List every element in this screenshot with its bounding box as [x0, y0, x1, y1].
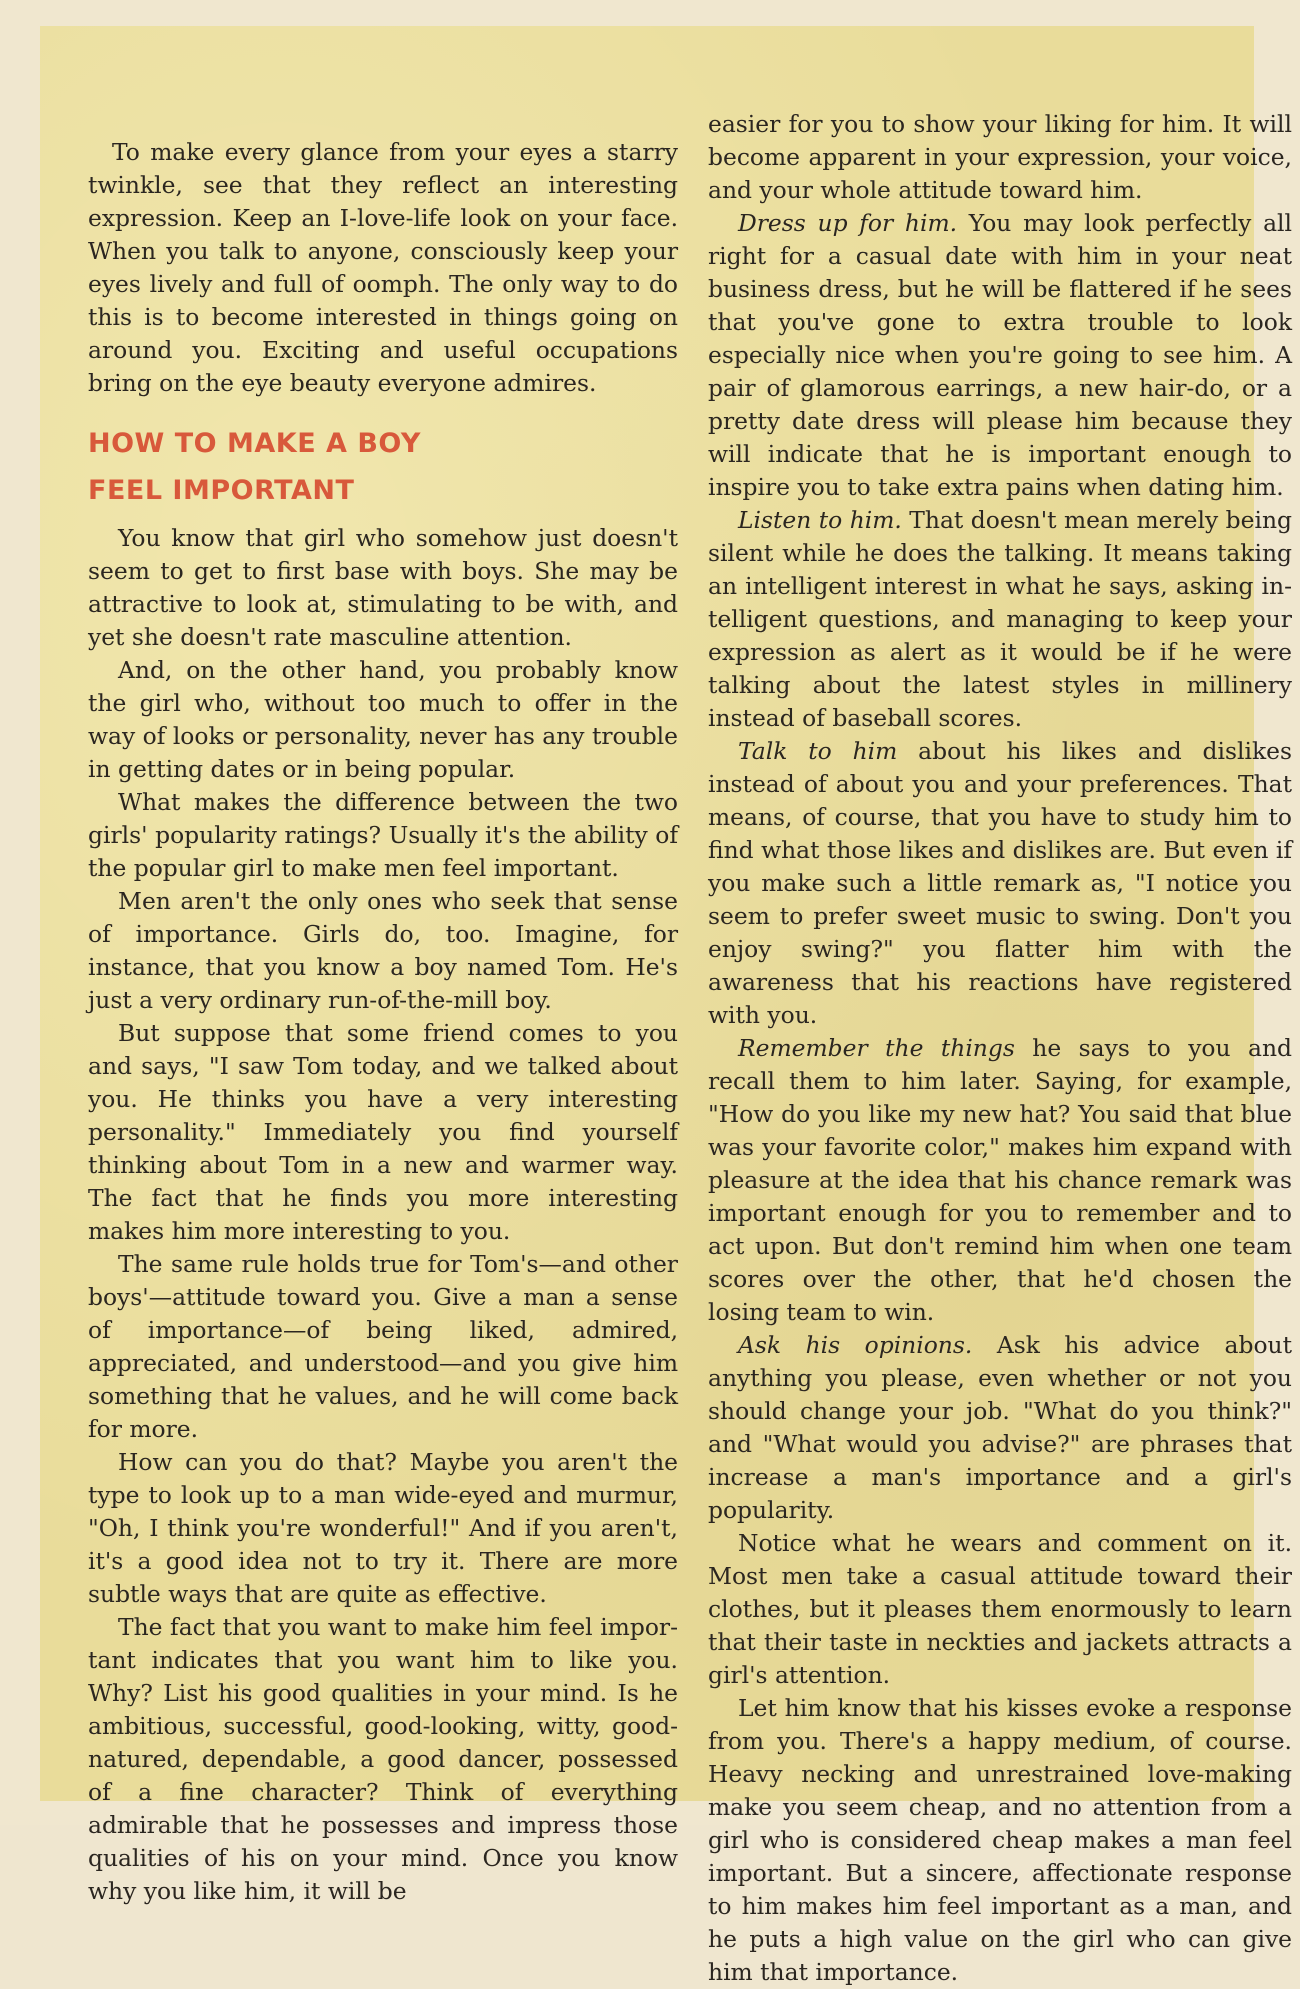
tip-lead: Ask his opinions. [738, 1331, 973, 1359]
body-paragraph: Let him know that his kisses evoke a response from you. There's a happy medium, of course. Heavy necking and unrestrained love-making make you seem cheap, and no attention from a girl who is considered cheap makes a man feel important. But a sincere, affectionate response to him makes him feel important as a man, and he puts a high value on the girl who can give him that importance. [708, 1694, 1292, 1986]
article-panel [40, 26, 1293, 1986]
left-column [88, 136, 678, 1908]
tip-paragraph [708, 207, 1292, 504]
body-paragraph: And, on the other hand, you probably know the girl who, without too much to offer in the way of looks or personality, never has any trouble in getting dates or in being popular. [88, 656, 678, 783]
tip-text: about his likes and dislikes instead of about you and your preferences. That means, of course, that you have to study him to find what those likes and dislikes are. But even if you make such a little remark as, "I notice you seem to prefer sweet music to swing. Don't you enjoy swing?" you flatter him with the awareness that his reactions have registered with you. [708, 737, 1292, 1029]
tip-text: he says to you and recall them to him later. Saying, for example, "How do you like my new hat? You said that blue was your favorite color," makes him expand with pleasure at the idea that his chance remark was important enough for you to remember and to act upon. But don't remind him when one team scores over the other, that he'd chosen the losing team to win. [708, 1034, 1293, 1326]
body-paragraph: You know that girl who somehow just doesn't seem to get to first base with boys. She may be attractive to look at, stimulating to be with, and yet she doesn't rate masculine attention. [88, 524, 678, 651]
body-paragraph: Notice what he wears and comment on it. Most men take a casual attitude toward their clothes, but it pleases them enormously to learn that their taste in neckties and jackets attracts a girl's attention. [708, 1529, 1292, 1689]
right-column [708, 108, 1292, 1989]
tip-text: That doesn't mean merely being silent while he does the talking. It means taking an intelligent interest in what he says, asking intelligent questions, and managing to keep your expression as alert as it would be if he were talking about the latest styles in millinery instead of baseball scores. [708, 506, 1292, 732]
tip-lead: Listen to him. [738, 506, 902, 534]
continuation-paragraph: easier for you to show your liking for him. It will become apparent in your expression, your voice, and your whole attitude toward him. [708, 110, 1292, 204]
tip-text: Ask his advice about anything you please, even whether or not you should change your job. "What do you think?" and "What would you advise?" are phrases that increase a man's importance and a girl's popularity. [708, 1331, 1292, 1524]
tip-lead: Dress up for him. [738, 209, 958, 237]
tip-paragraph [708, 1032, 1292, 1329]
heading-line-1: HOW TO MAKE A BOY [88, 428, 421, 459]
tip-paragraph [708, 1329, 1292, 1527]
body-paragraph: But suppose that some friend comes to you and says, "I saw Tom today, and we talked about you. He thinks you have a very interesting personality." Immediately you find yourself thinking about Tom in a new and warmer way. The fact that he finds you more interesting makes him more interesting to you. [88, 1019, 678, 1245]
body-paragraph: The same rule holds true for Tom's—and other boys'—attitude toward you. Give a man a sense of importance—of being liked, admired, appreciated, and understood—and you give him something that he values, and he will come back for more. [88, 1250, 678, 1443]
section-heading [88, 420, 678, 514]
body-paragraph: How can you do that? Maybe you aren't the type to look up to a man wide-eyed and murmur, "Oh, I think you're wonderful!" And if you aren't, it's a good idea not to try it. There are more subtle ways that are quite as effective. [88, 1448, 678, 1608]
tip-lead: Talk to him [738, 737, 898, 765]
heading-line-2: FEEL IMPORTANT [88, 475, 355, 506]
body-paragraph: Men aren't the only ones who seek that sense of importance. Girls do, too. Imagine, for instance, that you know a boy named Tom. He's just a very ordinary run-of-the-mill boy. [88, 887, 678, 1014]
body-paragraph: What makes the difference between the two girls' popularity ratings? Usually it's the ability of the popular girl to make men feel important. [88, 788, 678, 882]
body-paragraph: The fact that you want to make him feel important indicates that you want him to like you. Why? List his good qualities in your mind. Is he ambitious, successful, good-looking, witty, good-natured, dependable, a good dancer, possessed of a fine character? Think of everything admirable that he possesses and impress those qualities of his on your mind. Once you know why you like him, it will be [88, 1613, 678, 1905]
tip-text: You may look perfectly all right for a casual date with him in your neat business dress, but he will be flattered if he sees that you've gone to extra trouble to look especially nice when you're going to see him. A pair of glamorous earrings, a new hair-do, or a pretty date dress will please him because they will indicate that he is important enough to inspire you to take extra pains when dating him. [708, 209, 1292, 501]
tip-paragraph [708, 735, 1292, 1032]
intro-paragraph: To make every glance from your eyes a starry twinkle, see that they reflect an interesting expression. Keep an I-love-life look on your face. When you talk to anyone, consciously keep your eyes lively and full of oomph. The only way to do this is to become interested in things going on around you. Exciting and useful occupations bring on the eye beauty everyone admires. [88, 138, 678, 397]
tip-paragraph [708, 504, 1292, 735]
tip-lead: Remember the things [738, 1034, 1015, 1062]
